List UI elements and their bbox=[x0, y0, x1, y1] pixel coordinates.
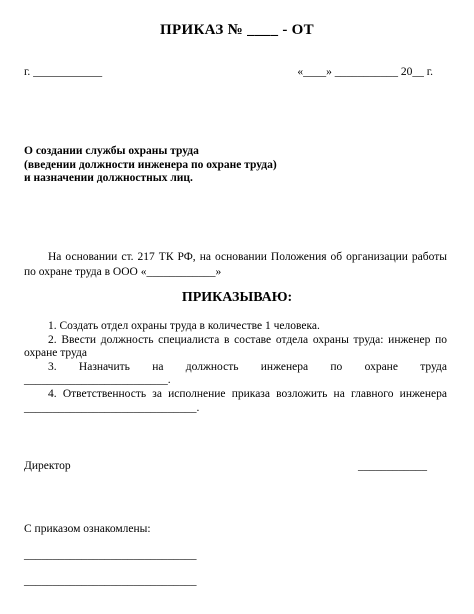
order-subject bbox=[24, 145, 277, 186]
director-signature-line: ____________ bbox=[358, 460, 427, 472]
subject-line: (введении должности инженера по охране труда) bbox=[24, 158, 277, 171]
subject-line: и назначении должностных лиц. bbox=[24, 172, 193, 184]
order-item: 3. Назначить на должность инженера по охране труда _________________________. bbox=[24, 360, 447, 387]
order-item: 4. Ответственность за исполнение приказа возложить на главного инженера ______________________________. bbox=[24, 387, 447, 414]
acknowledged-label: С приказом ознакомлены: bbox=[24, 523, 151, 535]
order-title: ПРИКАЗ № ____ - ОТ bbox=[160, 22, 314, 38]
date-field: «____» ___________ 20__ г. bbox=[297, 66, 433, 78]
basis-text: На основании ст. 217 ТК РФ, на основании Положения об организации работы по охране труда в ООО «____________» bbox=[24, 251, 447, 278]
director-label: Директор bbox=[24, 460, 71, 472]
order-item: 1. Создать отдел охраны труда в количестве 1 человека. bbox=[48, 320, 320, 332]
city-field: г. ____________ bbox=[24, 66, 103, 78]
signature-line: ______________________________ bbox=[24, 549, 197, 561]
basis-paragraph bbox=[24, 250, 447, 279]
order-item: 2. Ввести должность специалиста в составе отдела охраны труда: инженер по охране труда bbox=[24, 333, 447, 360]
order-items bbox=[24, 320, 447, 415]
order-heading: ПРИКАЗЫВАЮ: bbox=[181, 290, 293, 305]
signature-line: ______________________________ bbox=[24, 575, 197, 587]
subject-line: О создании службы охраны труда bbox=[24, 145, 199, 157]
